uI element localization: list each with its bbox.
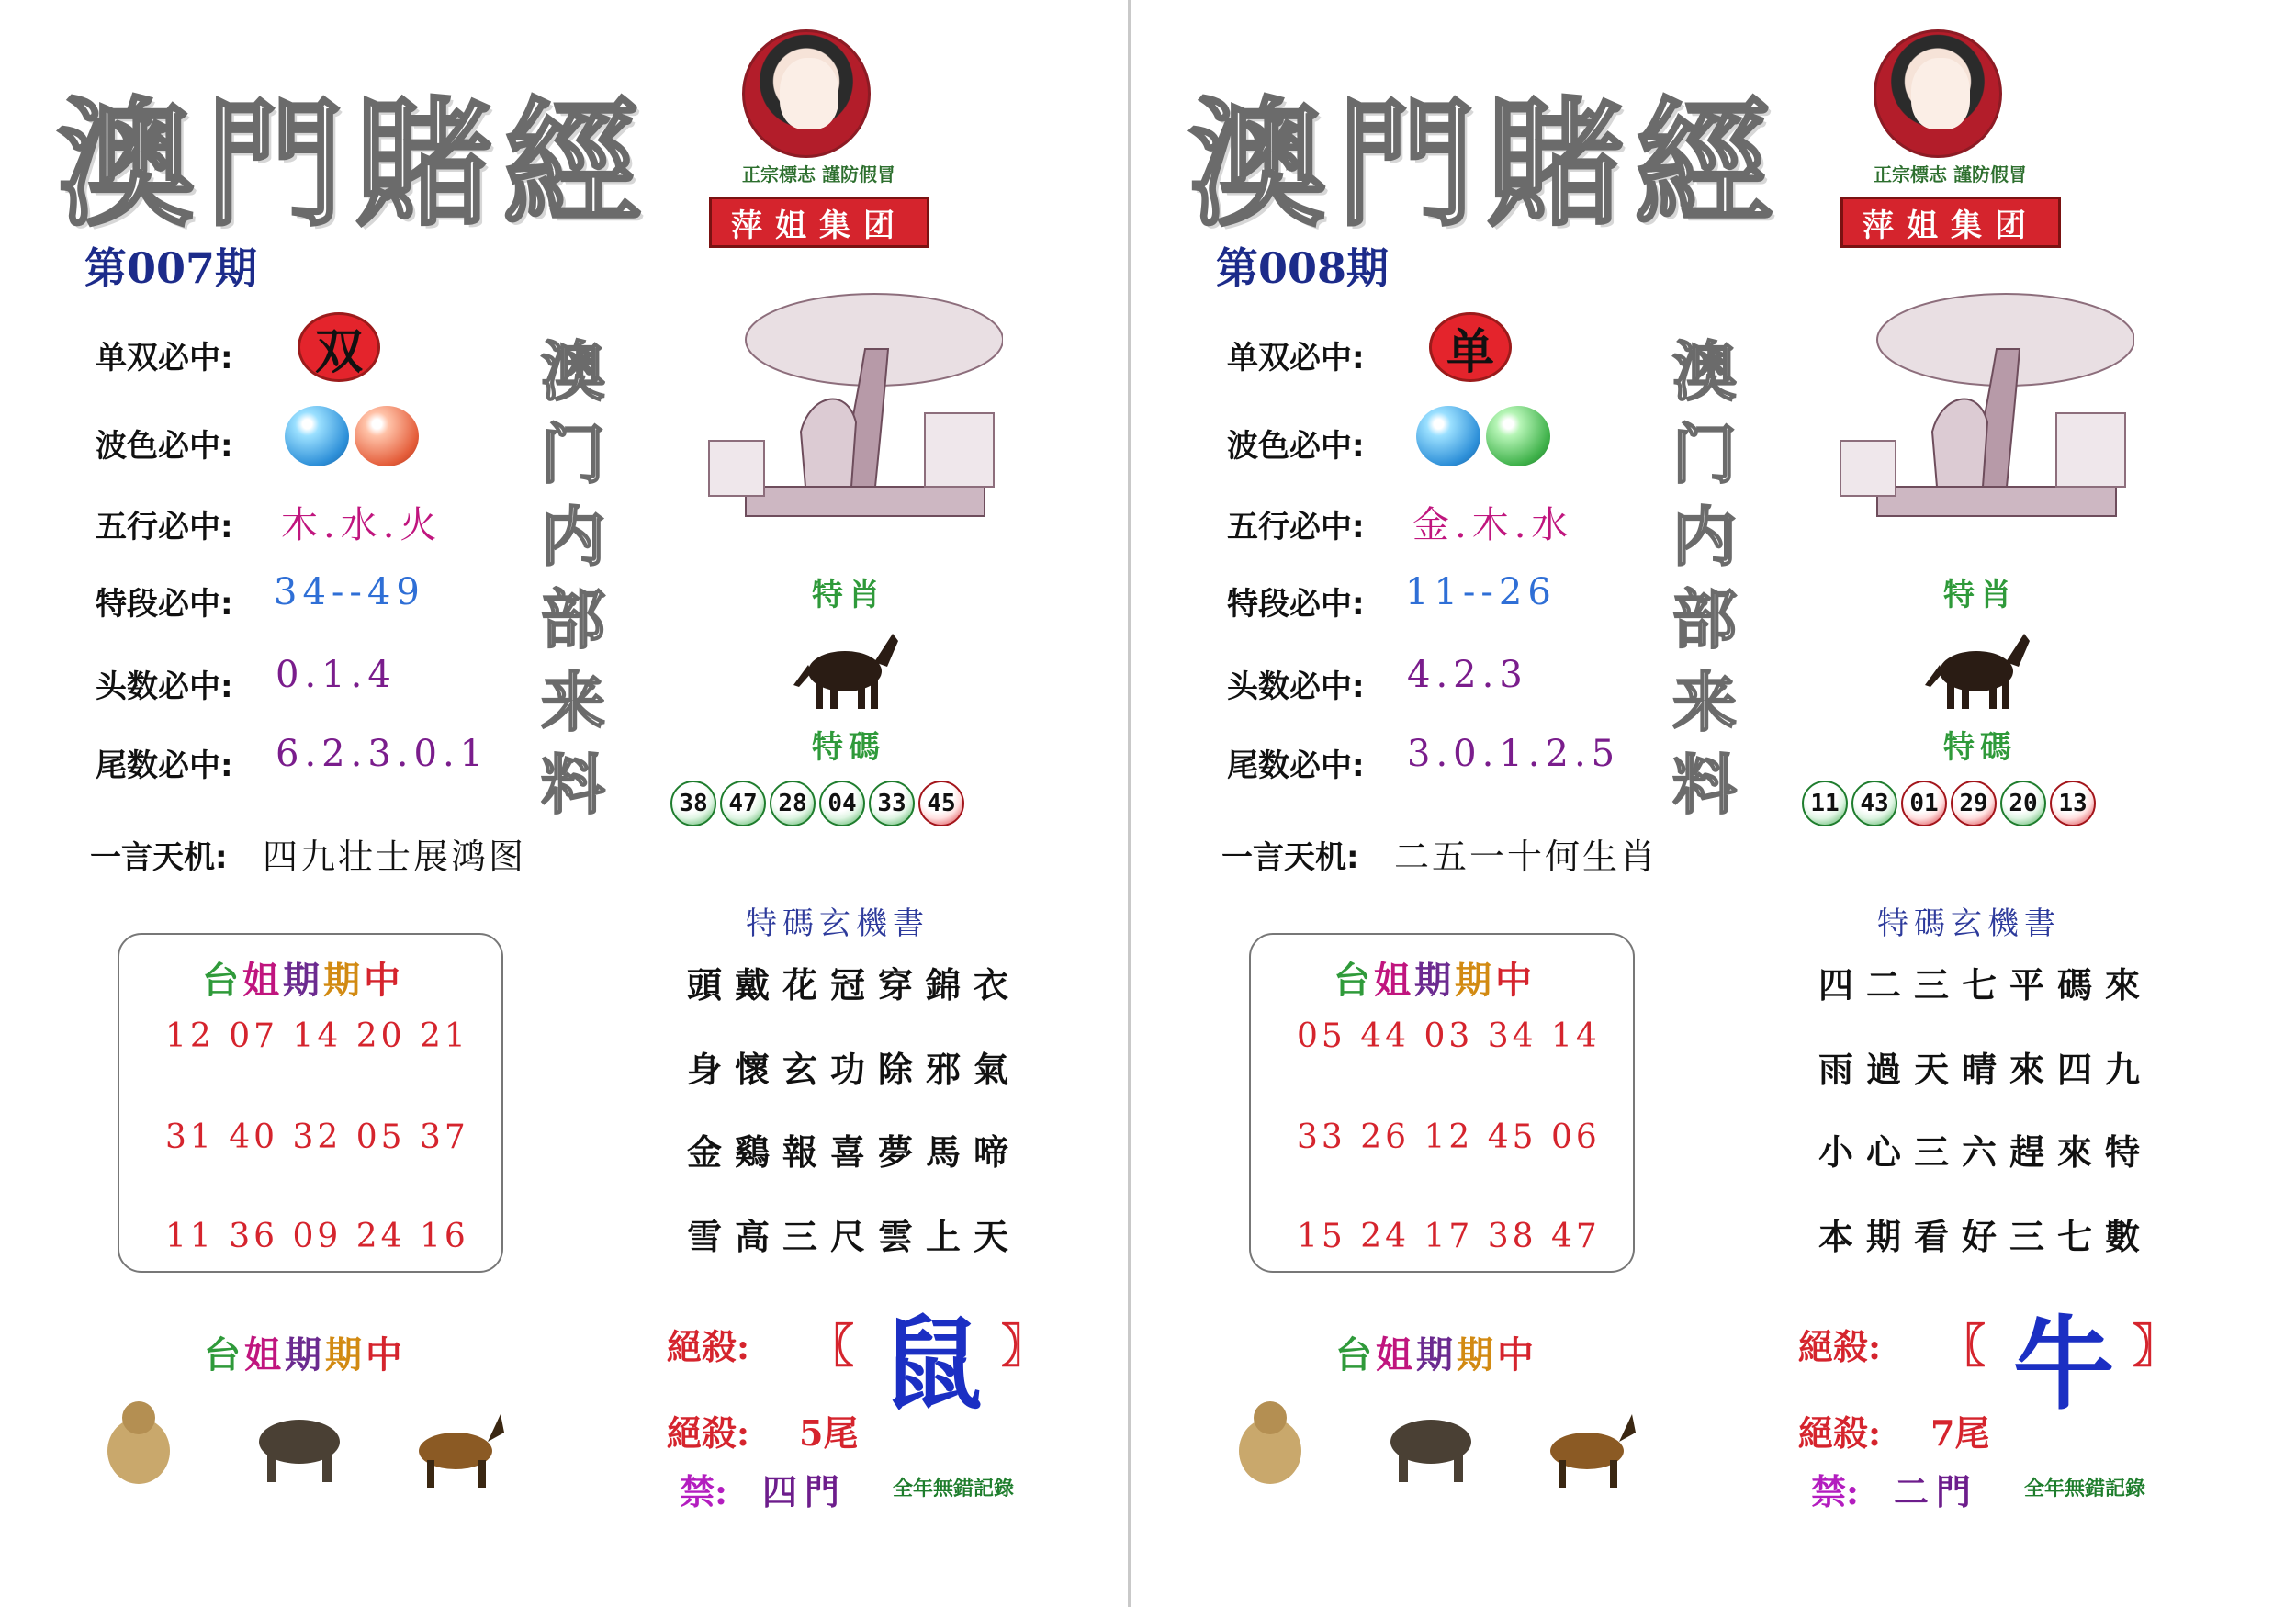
box-title-char: 期: [1416, 1333, 1457, 1377]
tail-label: 尾数必中:: [96, 747, 233, 784]
vertical-char: 澳: [1672, 333, 1737, 410]
poem-line: 本期看好三七數: [1818, 1216, 2154, 1257]
special-code-ball: 43: [1851, 781, 1897, 826]
kill-zodiac-value: 鼠: [882, 1305, 983, 1423]
box-title-char: 台: [204, 1333, 244, 1377]
xuan-book-title: 特碼玄機書: [1877, 905, 2061, 942]
special-code-ball: 28: [770, 781, 816, 826]
elements-label: 五行必中:: [96, 509, 233, 545]
odd-even-badge: 双: [298, 312, 380, 382]
color-label: 波色必中:: [96, 428, 233, 465]
box-title-char: 中: [1495, 959, 1536, 1002]
special-code-label: 特碼: [1943, 729, 2017, 766]
ban-label: 禁:: [680, 1471, 728, 1512]
kill-tail-label: 絕殺:: [1798, 1412, 1882, 1454]
tiger-icon: [1376, 1396, 1486, 1497]
group-name-label: 萍姐集团: [1840, 197, 2061, 248]
odd-even-label: 单双必中:: [1227, 340, 1365, 376]
box-title-char: 期: [1414, 959, 1455, 1002]
kill-zodiac-label: 絕殺:: [667, 1326, 750, 1367]
hot-numbers-box: [118, 933, 503, 1273]
tree-scene-illustration: [691, 275, 1003, 523]
special-code-balls: [670, 781, 964, 826]
hot-numbers-row: 12 07 14 20 21: [165, 1017, 469, 1055]
box-title-char: 期: [285, 1333, 325, 1377]
vertical-char: 门: [1672, 416, 1737, 492]
issue-number: 第007期: [84, 243, 258, 293]
box-title-char: 姐: [1376, 1333, 1416, 1377]
special-code-ball: 11: [1802, 781, 1848, 826]
page-title: 澳門賭經: [57, 84, 653, 245]
box-title-char: 姐: [242, 959, 283, 1002]
special-code-ball: 45: [918, 781, 964, 826]
logo-portrait: [1874, 29, 2002, 158]
special-code-ball: 38: [670, 781, 716, 826]
ban-value: 四門: [762, 1471, 848, 1512]
box-title-char: 期: [323, 959, 364, 1002]
box-title-char: 台: [202, 959, 242, 1002]
dog-icon: [400, 1396, 511, 1497]
xuan-book-title: 特碼玄機書: [746, 905, 929, 942]
vertical-char: 来: [1672, 664, 1737, 740]
special-code-label: 特碼: [812, 729, 885, 766]
box-title-char: 期: [1455, 959, 1495, 1002]
box-title-char: 姐: [1374, 959, 1414, 1002]
hot-numbers-row: 33 26 12 45 06: [1297, 1118, 1601, 1156]
rabbit-icon: [1532, 1396, 1642, 1497]
box-title-char: 台: [1334, 959, 1374, 1002]
horse-icon: [790, 621, 900, 713]
motto-text: 四九壮士展鸿图: [263, 837, 527, 877]
special-code-ball: 33: [869, 781, 915, 826]
hot-numbers-row: 15 24 17 38 47: [1297, 1218, 1601, 1255]
ban-value: 二門: [1894, 1471, 1979, 1512]
vertical-char: 内: [541, 499, 605, 575]
box-title-char: 中: [364, 959, 404, 1002]
logo-tagline: 正宗標志 謹防假冒: [742, 163, 895, 185]
color-ball-1: [1416, 406, 1480, 466]
box-title: [1334, 951, 1536, 1004]
tail-value: 6.2.3.0.1: [276, 733, 490, 775]
special-code-ball: 20: [2000, 781, 2046, 826]
hot-numbers-row: 31 40 32 05 37: [165, 1118, 469, 1156]
tree-scene-illustration: [1822, 275, 2134, 523]
color-ball-2: [355, 406, 419, 466]
box-title: [202, 951, 404, 1004]
motto-label: 一言天机:: [1221, 839, 1359, 876]
group-name-label: 萍姐集团: [709, 197, 929, 248]
box-title-bottom: [1335, 1326, 1537, 1378]
odd-even-badge: 单: [1429, 312, 1512, 382]
right-page: [1131, 0, 2296, 1607]
tail-label: 尾数必中:: [1227, 747, 1365, 784]
box-title-char: 台: [1335, 1333, 1376, 1377]
box-animals: [1220, 1396, 1660, 1506]
hot-numbers-row: 11 36 09 24 16: [165, 1218, 469, 1255]
special-code-ball: 13: [2050, 781, 2096, 826]
box-animals: [88, 1396, 529, 1506]
odd-even-label: 单双必中:: [96, 340, 233, 376]
bracket-open: 〖: [808, 1319, 854, 1373]
logo-portrait: [742, 29, 871, 158]
elements-value: 金.木.水: [1412, 504, 1574, 546]
color-ball-1: [285, 406, 349, 466]
poem-line: 四二三七平碼來: [1818, 964, 2154, 1006]
vertical-char: 部: [1672, 581, 1737, 657]
head-label: 头数必中:: [96, 669, 233, 705]
special-code-balls: [1802, 781, 2096, 826]
bracket-close: 〗: [2133, 1319, 2178, 1373]
box-title-char: 中: [366, 1333, 406, 1377]
kill-zodiac-value: 牛: [2013, 1305, 2114, 1423]
kill-tail-value: 7尾: [1930, 1412, 1990, 1454]
vertical-char: 来: [541, 664, 605, 740]
special-code-ball: 29: [1951, 781, 1997, 826]
bracket-open: 〖: [1940, 1319, 1986, 1373]
color-label: 波色必中:: [1227, 428, 1365, 465]
kill-tail-value: 5尾: [799, 1412, 859, 1454]
poem-line: 雨過天晴來四九: [1818, 1049, 2154, 1090]
color-ball-2: [1486, 406, 1550, 466]
vertical-char: 门: [541, 416, 605, 492]
vertical-slogan: [536, 331, 610, 826]
record-note: 全年無錯記錄: [2024, 1477, 2146, 1500]
logo-tagline: 正宗標志 謹防假冒: [1874, 163, 2027, 185]
box-title-char: 姐: [244, 1333, 285, 1377]
head-value: 0.1.4: [276, 654, 397, 696]
tail-value: 3.0.1.2.5: [1407, 733, 1621, 775]
vertical-char: 料: [1672, 747, 1737, 823]
pig-icon: [1220, 1396, 1321, 1497]
poem-line: 金鷄報喜夢馬啼: [687, 1131, 1022, 1173]
special-code-ball: 47: [720, 781, 766, 826]
issue-number: 第008期: [1216, 243, 1390, 293]
hot-numbers-row: 05 44 03 34 14: [1297, 1017, 1601, 1055]
ban-label: 禁:: [1811, 1471, 1860, 1512]
box-title-char: 中: [1497, 1333, 1537, 1377]
rat-icon: [1921, 621, 2032, 713]
monkey-icon: [88, 1396, 189, 1497]
vertical-char: 澳: [541, 333, 605, 410]
poem-line: 頭戴花冠穿錦衣: [687, 964, 1022, 1006]
poem-line: 身懷玄功除邪氣: [687, 1049, 1022, 1090]
kill-tail-label: 絕殺:: [667, 1412, 750, 1454]
record-note: 全年無錯記錄: [893, 1477, 1015, 1500]
vertical-char: 部: [541, 581, 605, 657]
page-title: 澳門賭經: [1188, 84, 1784, 245]
poem-line: 小心三六趕來特: [1818, 1131, 2154, 1173]
kill-zodiac-label: 絕殺:: [1798, 1326, 1882, 1367]
left-page: [0, 0, 1128, 1607]
head-label: 头数必中:: [1227, 669, 1365, 705]
range-label: 特段必中:: [1227, 586, 1365, 623]
vertical-slogan: [1668, 331, 1741, 826]
elements-label: 五行必中:: [1227, 509, 1365, 545]
bracket-close: 〗: [1001, 1319, 1047, 1373]
ox-icon: [244, 1396, 355, 1497]
elements-value: 木.水.火: [281, 504, 443, 546]
box-title-bottom: [204, 1326, 406, 1378]
vertical-char: 料: [541, 747, 605, 823]
motto-label: 一言天机:: [90, 839, 228, 876]
special-zodiac-label: 特肖: [1943, 577, 2017, 613]
special-code-ball: 04: [819, 781, 865, 826]
box-title-char: 期: [1457, 1333, 1497, 1377]
head-value: 4.2.3: [1407, 654, 1528, 696]
range-value: 34--49: [274, 571, 425, 613]
range-value: 11--26: [1405, 571, 1557, 613]
poem-line: 雪高三尺雲上天: [687, 1216, 1022, 1257]
special-zodiac-label: 特肖: [812, 577, 885, 613]
box-title-char: 期: [325, 1333, 366, 1377]
special-code-ball: 01: [1901, 781, 1947, 826]
vertical-char: 内: [1672, 499, 1737, 575]
hot-numbers-box: [1249, 933, 1635, 1273]
motto-text: 二五一十何生肖: [1394, 837, 1659, 877]
range-label: 特段必中:: [96, 586, 233, 623]
box-title-char: 期: [283, 959, 323, 1002]
